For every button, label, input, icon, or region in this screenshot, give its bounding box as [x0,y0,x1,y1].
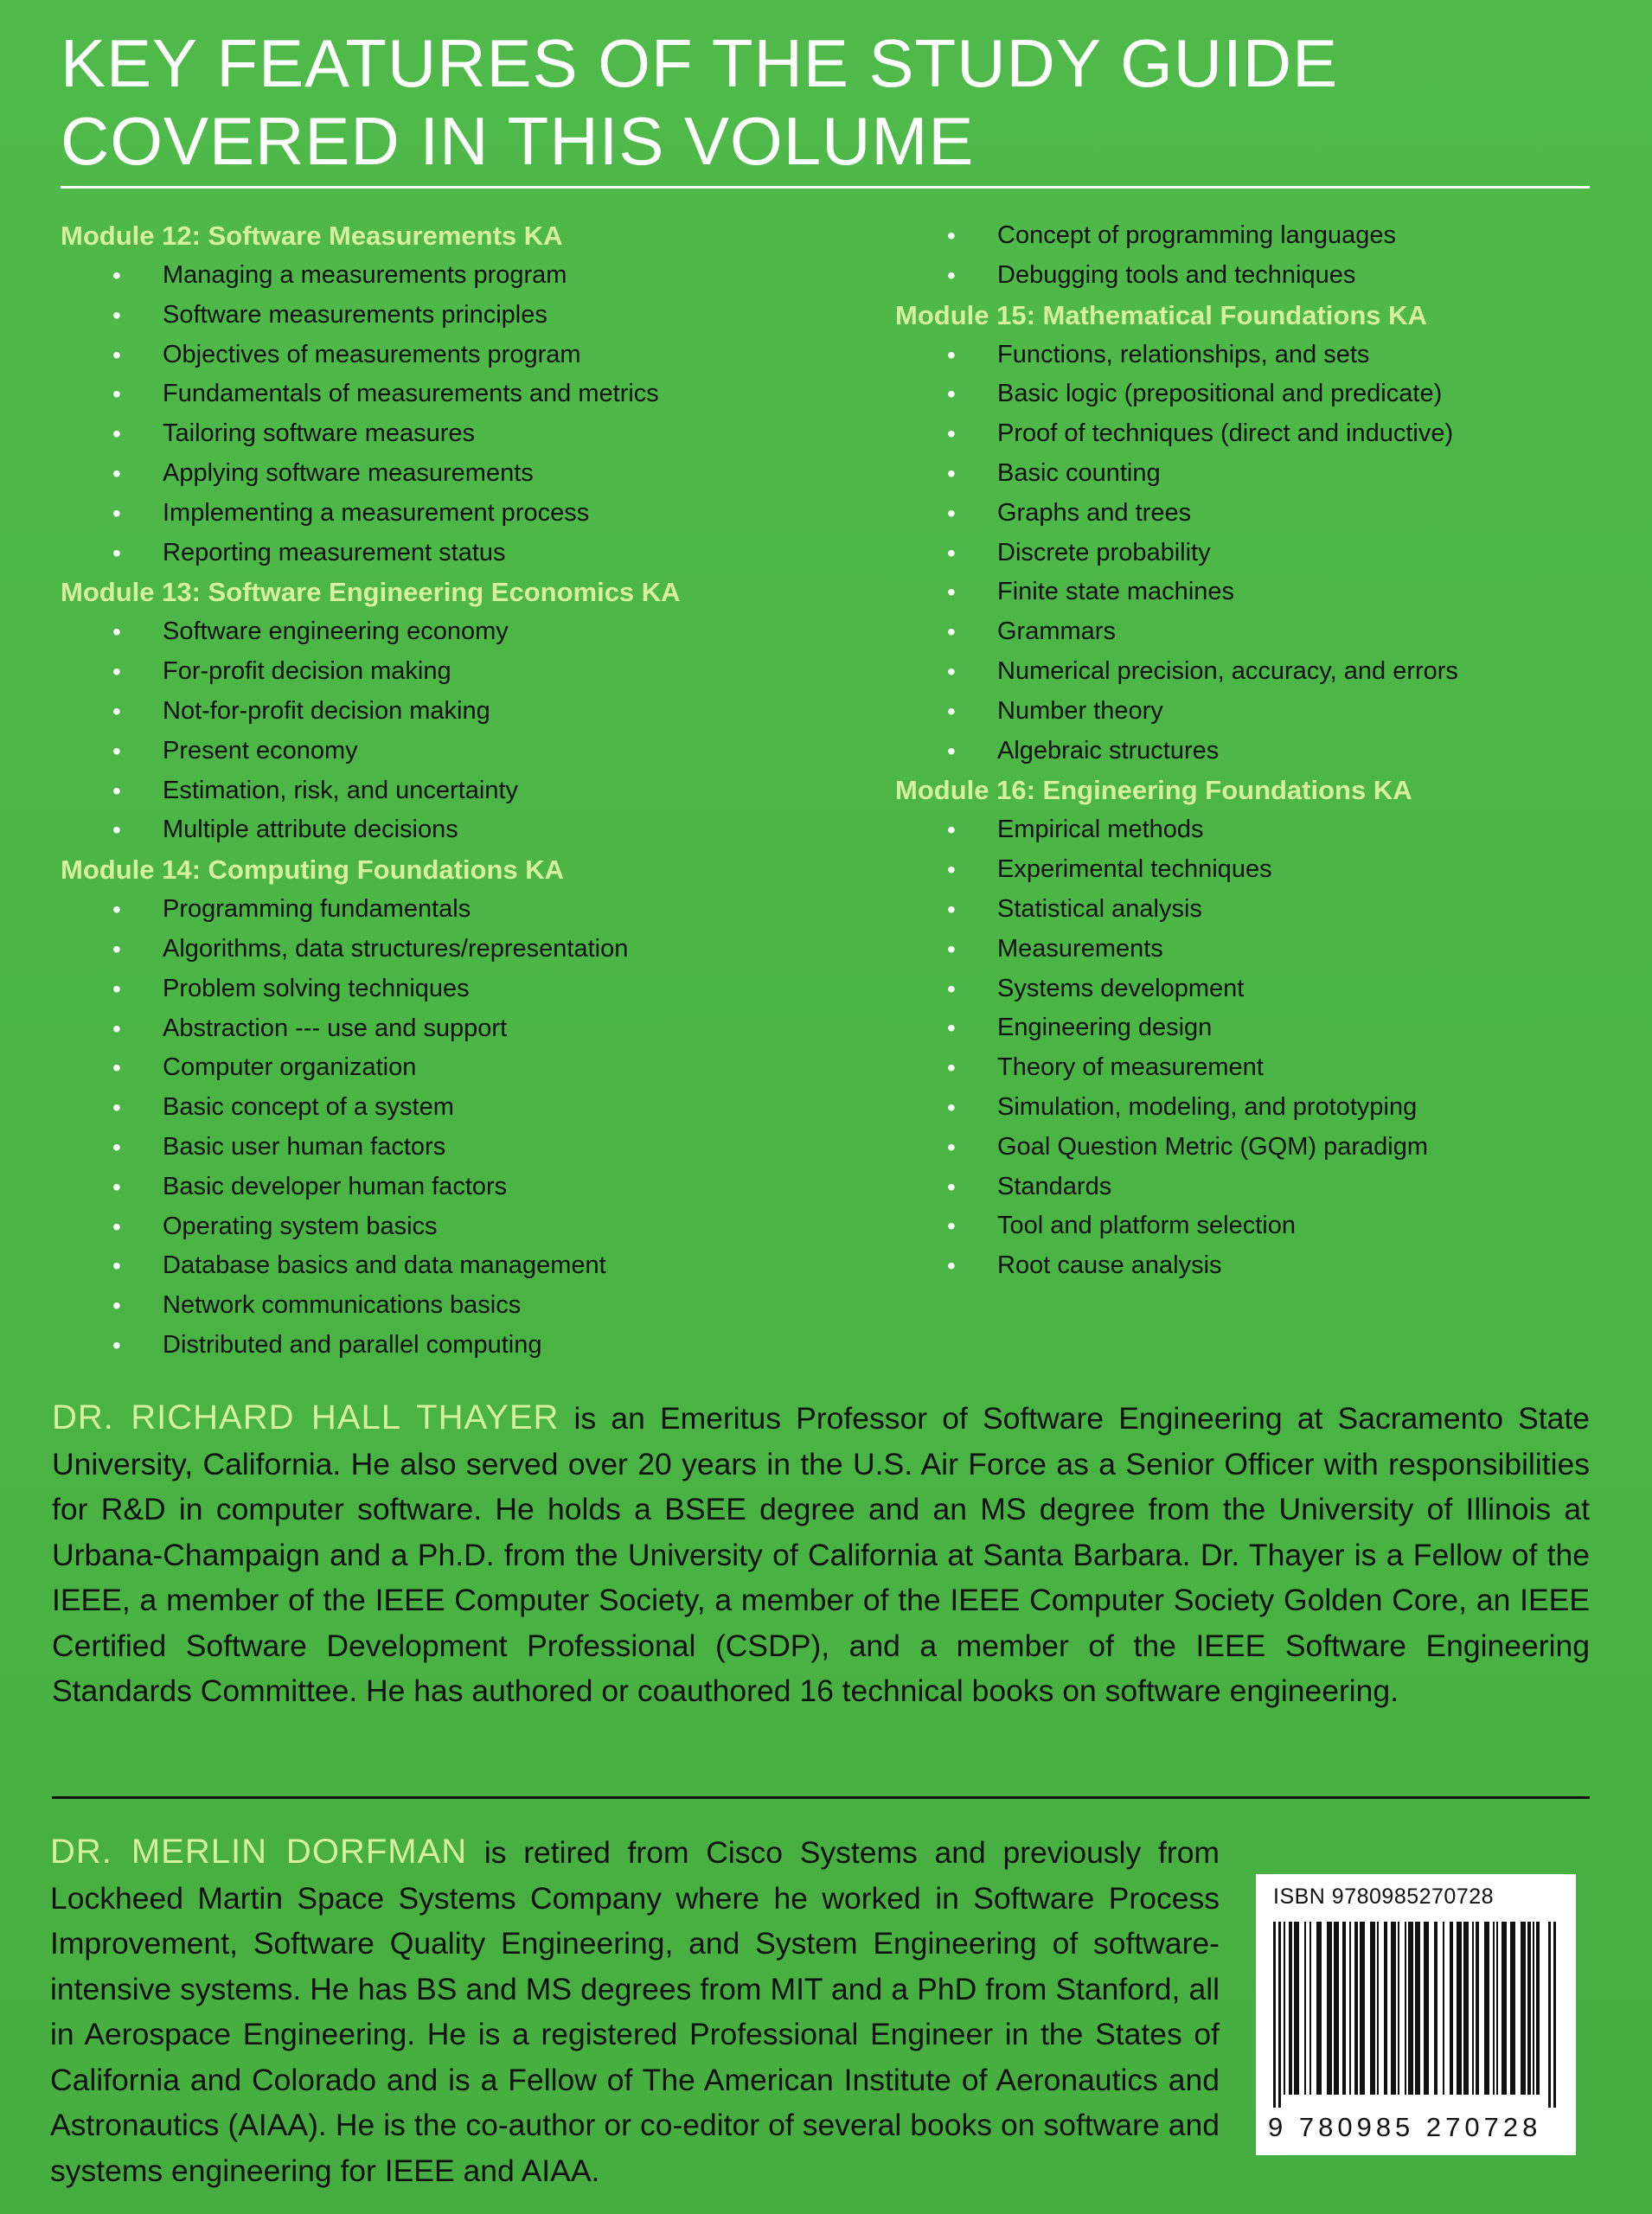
barcode-bar [1391,1922,1396,2095]
module-14-list [61,890,891,1366]
list-item: • Not-for-profit decision making [61,692,891,732]
barcode-bar [1527,1922,1531,2095]
list-item: • Multiple attribute decisions [61,810,891,850]
list-item: • Applying software measurements [61,454,891,494]
barcode-bar [1472,1922,1474,2095]
list-item: • Statistical analysis [895,890,1587,930]
list-item: • Engineering design [895,1008,1587,1048]
list-item: • Algorithms, data structures/representation [61,930,891,969]
list-item: • Debugging tools and techniques [895,256,1587,296]
barcode-bar [1289,1922,1292,2095]
barcode-bar [1493,1922,1495,2095]
barcode-bar [1496,1922,1498,2095]
list-item: • Programming fundamentals [61,890,891,930]
list-item: • Abstraction --- use and support [61,1009,891,1049]
left-column [61,216,891,1366]
title-line-1: KEY FEATURES OF THE STUDY GUIDE [61,25,1339,101]
barcode-bar [1294,1922,1299,2095]
barcode-bar [1327,1922,1332,2095]
list-item: • Tool and platform selection [895,1206,1587,1246]
barcode-bar [1484,1922,1489,2095]
list-item: • Estimation, risk, and uncertainty [61,771,891,811]
barcode-bar [1334,1922,1339,2095]
list-item: • Proof of techniques (direct and inductive) [895,414,1587,454]
list-item: • Simulation, modeling, and prototyping [895,1088,1587,1128]
module-16-heading: Module 16: Engineering Foundations KA [895,775,1412,806]
barcode-bar [1354,1922,1358,2095]
barcode-bar [1450,1922,1453,2095]
list-item: • Systems development [895,969,1587,1009]
barcode-bar [1370,1922,1375,2095]
barcode-bar [1273,1922,1276,2108]
author-bio-thayer-text: is an Emeritus Professor of Software Engineering at Sacramento State University, California. He also served over 20 years in the U.S. Air Force as a Senior Officer with responsibilities for R&D in computer software. He holds a BSEE degree and an MS degree from the University of Illinois at Urbana-Champaign and a Ph.D. from the University of California at Santa Barbara. Dr. Thayer is a Fellow of the IEEE, a member of the IEEE Computer Society, a member of the IEEE Computer Society Golden Core, an IEEE Certified Software Development Professional (CSDP), and a member of the IEEE Software Engineering Standards Committee. He has authored or coauthored 16 technical books on software engineering. [52,1401,1590,1708]
barcode-bar [1521,1922,1526,2095]
list-item: • Database basics and data management [61,1246,891,1286]
module-12 [61,216,891,573]
module-16-list [895,810,1587,1286]
barcode-bar [1304,1922,1306,2095]
list-item: • Managing a measurements program [61,256,891,296]
barcode-bar [1405,1922,1406,2095]
barcode-bar [1384,1922,1387,2095]
barcode-bar [1502,1922,1507,2095]
barcode-bar [1424,1922,1429,2095]
list-item: • Software measurements principles [61,296,891,336]
list-item: • Experimental techniques [895,850,1587,890]
list-item: • Standards [895,1168,1587,1207]
barcode-bar [1548,1922,1551,2108]
barcode-bar [1284,1922,1285,2095]
barcode-bar [1457,1922,1462,2095]
module-12-list [61,256,891,573]
isbn-label: ISBN 9780985270728 [1273,1884,1495,1909]
list-item: • Basic user human factors [61,1128,891,1168]
barcode-bar [1408,1922,1413,2095]
isbn-barcode [1256,1874,1576,2155]
list-item: • Graphs and trees [895,494,1587,534]
list-item: • Operating system basics [61,1207,891,1247]
barcode-bar [1533,1922,1534,2095]
module-15-list [895,336,1587,771]
module-15-heading: Module 15: Mathematical Foundations KA [895,299,1427,330]
list-item: • Algebraic structures [895,732,1587,771]
list-item: • Basic counting [895,454,1587,494]
barcode-bar [1476,1922,1479,2095]
barcode-bar [1510,1922,1515,2095]
barcode-bar [1360,1922,1365,2095]
list-item: • Basic concept of a system [61,1088,891,1128]
author-bio-thayer [52,1395,1590,1714]
barcode-bar [1434,1922,1437,2095]
barcode-bar [1342,1922,1346,2095]
list-item: • Reporting measurement status [61,534,891,573]
list-item: • Discrete probability [895,534,1587,573]
list-item: • Basic logic (prepositional and predicate) [895,374,1587,414]
barcode-bar [1316,1922,1322,2095]
module-14-heading: Module 14: Computing Foundations KA [61,854,565,886]
barcode-bar [1415,1922,1420,2095]
barcode-bars-icon [1273,1922,1559,2108]
module-14-list-continued [895,216,1587,296]
list-item: • Concept of programming languages [895,216,1587,256]
bio-divider [52,1796,1590,1799]
list-item: • Functions, relationships, and sets [895,336,1587,375]
barcode-bar [1309,1922,1311,2095]
list-item: • Empirical methods [895,810,1587,850]
module-16 [895,771,1587,1286]
module-14 [61,850,891,1366]
list-item: • Computer organization [61,1048,891,1088]
barcode-bar [1553,1922,1556,2108]
module-13-heading: Module 13: Software Engineering Economics KA [61,577,681,608]
list-item: • Present economy [61,732,891,771]
author-bio-dorfman [50,1829,1220,2193]
barcode-bar [1398,1922,1399,2095]
list-item: • Network communications basics [61,1286,891,1326]
barcode-bar [1443,1922,1444,2095]
list-item: • Number theory [895,692,1587,732]
list-item: • Objectives of measurements program [61,336,891,375]
author-bio-dorfman-text: is retired from Cisco Systems and previously from Lockheed Martin Space Systems Company where he worked in Software Process Improvement, Software Quality Engineering, and System Engineering of software-intensive systems. He has BS and MS degrees from MIT and a PhD from Stanford, all in Aerospace Engineering. He is a registered Professional Engineer in the States of California and Colorado and is a Fellow of The American Institute of Aeronautics and Astronautics (AIAA). He is the co-author or co-editor of several books on software and systems engineering for IEEE and AIAA. [50,1835,1220,2188]
list-item: • Implementing a measurement process [61,494,891,534]
barcode-bar [1278,1922,1281,2108]
list-item: • Goal Question Metric (GQM) paradigm [895,1128,1587,1168]
list-item: • Basic developer human factors [61,1168,891,1207]
right-column [895,216,1587,1286]
list-item: • Measurements [895,930,1587,969]
list-item: • Root cause analysis [895,1246,1587,1286]
barcode-bar [1463,1922,1469,2095]
module-13 [61,573,891,850]
list-item: • For-profit decision making [61,652,891,692]
barcode-bar [1377,1922,1379,2095]
list-item: • Theory of measurement [895,1048,1587,1088]
page-title [61,24,1583,180]
list-item: • Finite state machines [895,573,1587,612]
list-item: • Tailoring software measures [61,414,891,454]
isbn-digits: 9 780985 270728 [1268,2112,1542,2142]
module-12-heading: Module 12: Software Measurements KA [61,221,563,251]
barcode-bar [1349,1922,1351,2095]
title-line-2: COVERED IN THIS VOLUME [61,103,975,179]
module-13-list [61,612,891,850]
author-name-dorfman: DR. MERLIN DORFMAN [50,1833,468,1871]
list-item: • Grammars [895,612,1587,652]
list-item: • Numerical precision, accuracy, and errors [895,652,1587,692]
barcode-bar [1536,1922,1540,2095]
list-item: • Software engineering economy [61,612,891,652]
list-item: • Problem solving techniques [61,969,891,1009]
title-divider [61,186,1590,189]
list-item: • Fundamentals of measurements and metrics [61,374,891,414]
module-15 [895,296,1587,771]
list-item: • Distributed and parallel computing [61,1326,891,1366]
author-name-thayer: DR. RICHARD HALL THAYER [52,1398,560,1437]
